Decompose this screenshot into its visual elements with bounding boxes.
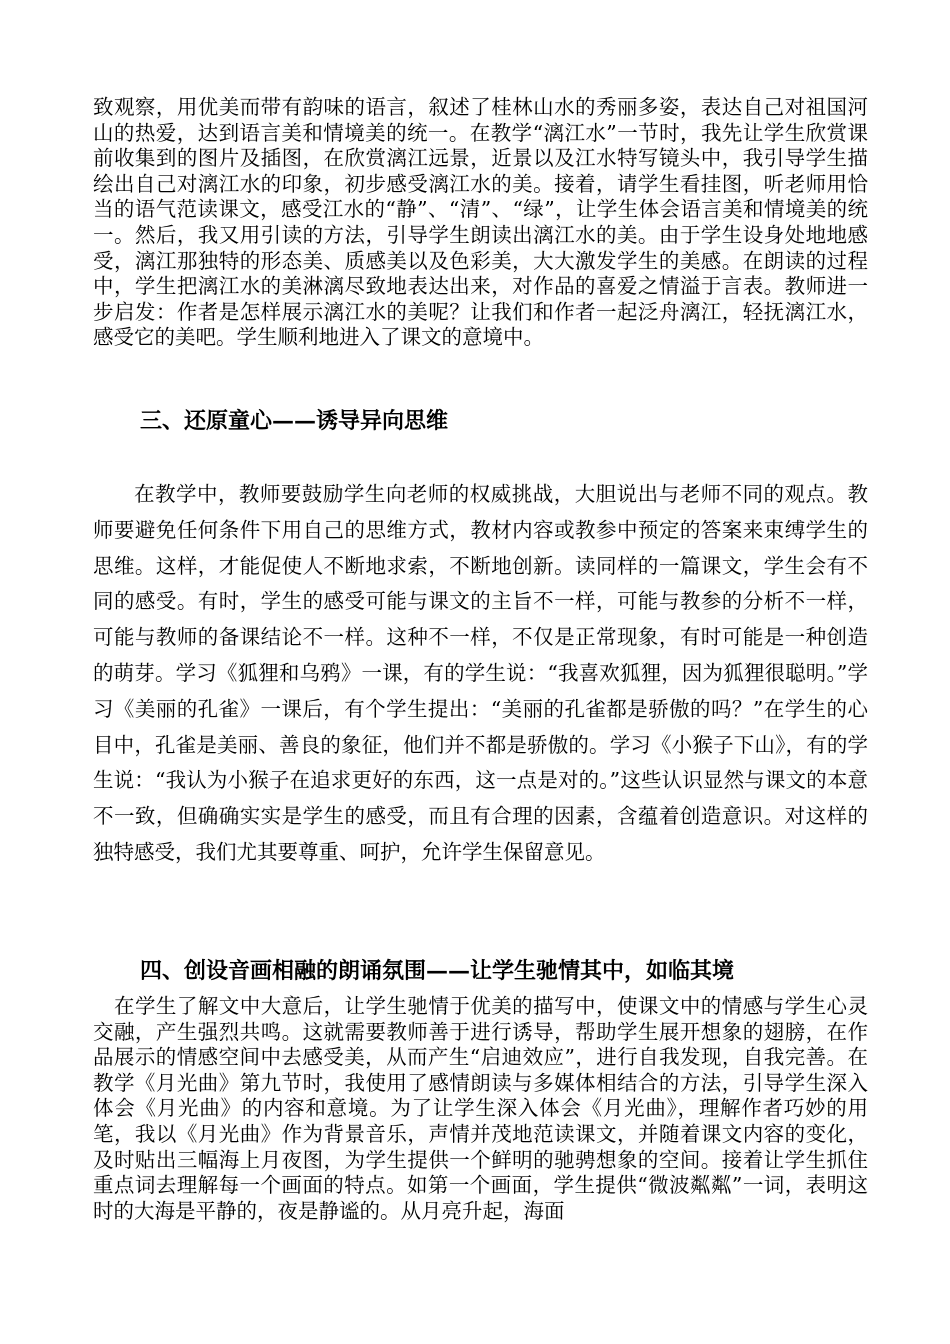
paragraph-section-3: 在教学中，教师要鼓励学生向老师的权威挑战，大胆说出与老师不同的观点。教师要避免任何条件下用自己的思维方式，教材内容或教参中预定的答案来束缚学生的思维。这样，才能促使人不断地求索，不断地创新。读同样的一篇课文，学生会有不同的感受。有时，学生的感受可能与课文的主旨不一样，可能与教参的分析不一样，可能与教师的备课结论不一样。这种不一样，不仅是正常现象，有时可能是一种创造的萌芽。学习《狐狸和乌鸦》一课，有的学生说：“我喜欢狐狸，因为狐狸很聪明。”学习《美丽的孔雀》一课后，有个学生提出：“美丽的孔雀都是骄傲的吗？”在学生的心目中，孔雀是美丽、善良的象征，他们并不都是骄傲的。学习《小猴子下山》，有的学生说：“我认为小猴子在追求更好的东西，这一点是对的。”这些认识显然与课文的本意不一致，但确确实实是学生的感受，而且有合理的因素，含蕴着创造意识。对这样的独特感受，我们尤其要尊重、呵护，允许学生保留意见。 xyxy=(93,482,868,864)
paragraph-top: 致观察，用优美而带有韵味的语言，叙述了桂林山水的秀丽多姿，表达自己对祖国河山的热爱，达到语言美和情境美的统一。在教学“漓江水”一节时，我先让学生欣赏课前收集到的图片及插图，在欣赏漓江远景，近景以及江水特写镜头中，我引导学生描绘出自己对漓江水的印象，初步感受漓江水的美。接着，请学生看挂图，听老师用恰当的语气范读课文，感受江水的“静”、“清”、“绿”，让学生体会语言美和情境美的统一。然后，我又用引读的方法，引导学生朗读出漓江水的美。由于学生设身处地地感受，漓江那独特的形态美、质感美以及色彩美，大大激发学生的美感。在朗读的过程中，学生把漓江水的美淋漓尽致地表达出来，对作品的喜爱之情溢于言表。教师进一步启发：作者是怎样展示漓江水的美呢？让我们和作者一起泛舟漓江，轻抚漓江水，感受它的美吧。学生顺利地进入了课文的意境中。 xyxy=(93,95,868,350)
section-heading-3: 三、还原童心——诱导异向思维 xyxy=(140,408,449,434)
paragraph-section-4: 在学生了解文中大意后，让学生驰情于优美的描写中，使课文中的情感与学生心灵交融，产生强烈共鸣。这就需要教师善于进行诱导，帮助学生展开想象的翅膀，在作品展示的情感空间中去感受美，从而产生“启迪效应”，进行自我发现，自我完善。在教学《月光曲》第九节时，我使用了感情朗读与多媒体相结合的方法，引导学生深入体会《月光曲》的内容和意境。为了让学生深入体会《月光曲》，理解作者巧妙的用笔，我以《月光曲》作为背景音乐，声情并茂地范读课文，并随着课文内容的变化，及时贴出三幅海上月夜图，为学生提供一个鲜明的驰骋想象的空间。接着让学生抓住重点词去理解每一个画面的特点。如第一个画面，学生提供“微波粼粼”一词，表明这时的大海是平静的，夜是静谧的。从月亮升起，海面 xyxy=(93,994,868,1223)
section-heading-4: 四、创设音画相融的朗诵氛围——让学生驰情其中，如临其境 xyxy=(140,958,735,984)
